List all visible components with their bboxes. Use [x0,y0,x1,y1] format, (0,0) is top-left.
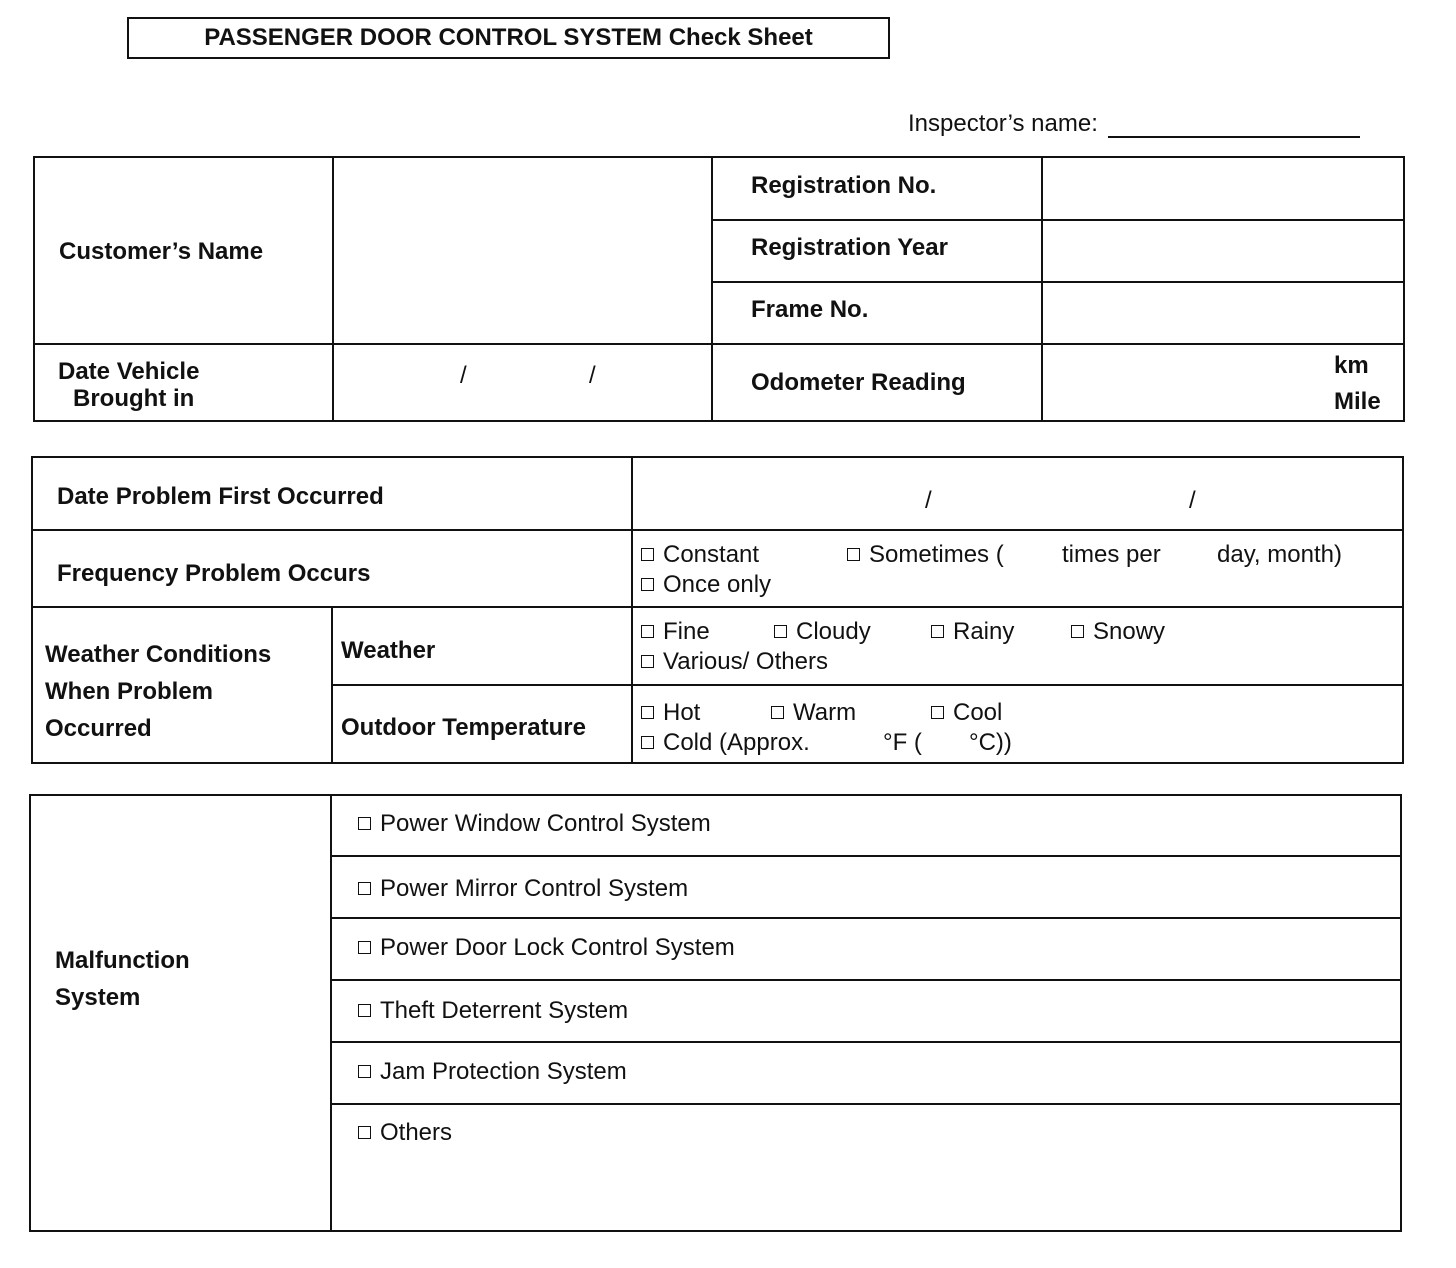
date-first-occurred-field[interactable] [633,458,1402,528]
inspector-field [908,108,1360,138]
unit-km: km [1334,352,1369,379]
frequency-options [641,541,1399,599]
checkbox-icon [641,655,654,668]
weather-options [641,618,1399,676]
customer-name-label: Customer’s Name [59,238,264,265]
problem-info-table [31,456,1404,764]
freq-once-option[interactable]: Once only [641,571,1399,599]
checkbox-icon [931,625,944,638]
weather-conditions-group-label: Weather Conditions When Problem Occurred [45,641,272,742]
frame-no-field[interactable] [1043,283,1403,343]
frame-no-label: Frame No. [751,296,869,323]
checkbox-icon [847,548,860,561]
outdoor-temperature-label: Outdoor Temperature [341,714,586,741]
checkbox-icon [641,578,654,591]
checkbox-icon [358,1126,371,1139]
date-first-slash-1: / [925,487,932,514]
temp-cool-option[interactable]: Cool [931,699,1002,727]
registration-year-label: Registration Year [751,234,948,261]
malfunction-option-others[interactable]: Others [358,1119,452,1147]
checkbox-icon [774,625,787,638]
checkbox-icon [358,1004,371,1017]
date-brought-label-line1: Date Vehicle [58,358,200,385]
registration-year-field[interactable] [1043,221,1403,281]
checkbox-icon [641,736,654,749]
checkbox-icon [641,548,654,561]
date-slash-1: / [460,362,467,389]
checkbox-icon [641,625,654,638]
frequency-label: Frequency Problem Occurs [57,560,371,587]
weather-various-option[interactable]: Various/ Others [641,648,1399,676]
malfunction-option-power-window[interactable]: Power Window Control System [358,810,711,838]
freq-times-per-text: times per [1062,541,1161,568]
date-brought-label-line2: Brought in [73,385,195,412]
temp-fahrenheit-text: °F ( [883,729,922,756]
checkbox-icon [771,706,784,719]
registration-no-label: Registration No. [751,172,937,199]
malfunction-option-jam-protection[interactable]: Jam Protection System [358,1058,627,1086]
malfunction-system-table [29,794,1402,1232]
malfunction-option-theft-deterrent[interactable]: Theft Deterrent System [358,997,628,1025]
temperature-options [641,699,1399,759]
checkbox-icon [358,1065,371,1078]
freq-day-month-text: day, month) [1217,541,1342,568]
vehicle-info-table [33,156,1405,422]
temp-warm-option[interactable]: Warm [771,699,856,727]
date-brought-field[interactable] [334,345,710,420]
registration-no-field[interactable] [1043,158,1403,218]
inspector-name-input[interactable] [1108,108,1360,138]
customer-name-field[interactable] [334,158,710,342]
malfunction-option-power-door-lock[interactable]: Power Door Lock Control System [358,934,735,962]
temp-cold-option[interactable]: Cold (Approx. [641,729,810,757]
date-slash-2: / [589,362,596,389]
checkbox-icon [358,882,371,895]
freq-constant-option[interactable]: Constant [641,541,759,569]
checkbox-icon [358,817,371,830]
checkbox-icon [1071,625,1084,638]
date-first-slash-2: / [1189,487,1196,514]
inspector-label: Inspector’s name: [908,110,1098,137]
freq-sometimes-option[interactable]: Sometimes ( [847,541,1004,569]
weather-cloudy-option[interactable]: Cloudy [774,618,871,646]
weather-rainy-option[interactable]: Rainy [931,618,1014,646]
weather-fine-option[interactable]: Fine [641,618,710,646]
weather-label: Weather [341,637,436,664]
checkbox-icon [931,706,944,719]
malfunction-system-label: Malfunction System [55,947,190,1011]
odometer-field[interactable] [1043,345,1403,420]
sheet-title [127,17,890,59]
odometer-label: Odometer Reading [751,369,966,396]
weather-snowy-option[interactable]: Snowy [1071,618,1165,646]
malfunction-option-power-mirror[interactable]: Power Mirror Control System [358,875,688,903]
temp-celsius-text: °C)) [969,729,1012,756]
unit-mile: Mile [1334,388,1381,415]
sheet-title-text: PASSENGER DOOR CONTROL SYSTEM Check Sheet [204,24,813,51]
date-first-occurred-label: Date Problem First Occurred [57,483,384,510]
checkbox-icon [641,706,654,719]
temp-hot-option[interactable]: Hot [641,699,700,727]
checkbox-icon [358,941,371,954]
